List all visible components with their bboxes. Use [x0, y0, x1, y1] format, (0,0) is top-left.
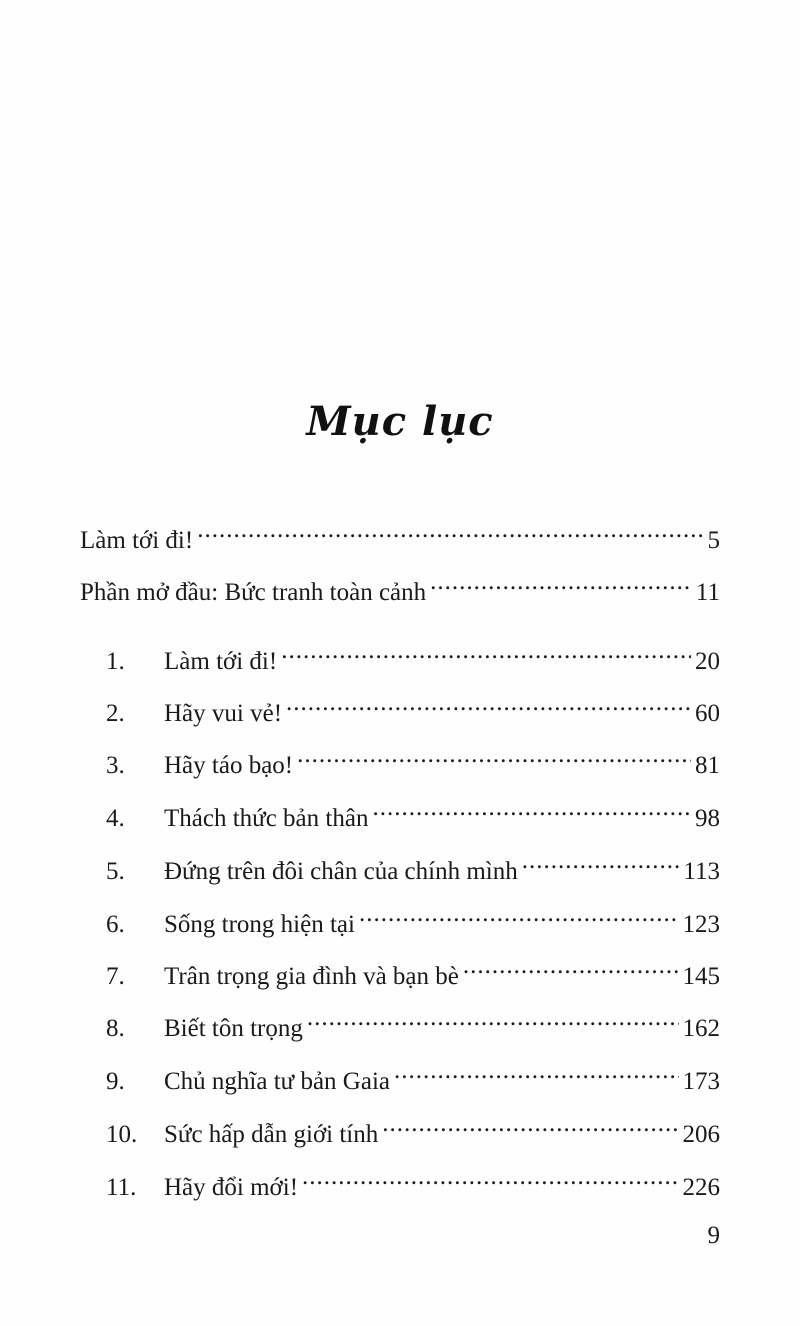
chapter-number: 8.: [106, 1015, 125, 1042]
toc-entry-front-2: [80, 564, 720, 606]
leader-dots: [307, 1000, 679, 1036]
chapter-number: 1.: [106, 648, 125, 675]
toc-entry-chapter-3: [80, 737, 720, 779]
leader-dots: [281, 633, 691, 669]
chapter-number: 11.: [106, 1174, 137, 1201]
toc-entry-chapter-4: [80, 790, 720, 832]
toc-entry-chapter-2: [80, 685, 720, 727]
leader-dots: [286, 685, 691, 721]
toc-entry-chapter-6: [80, 896, 720, 938]
toc-entry-label: Phần mở đầu: Bức tranh toàn cảnh: [80, 579, 427, 606]
toc-entry-label: Thách thức bản thân: [164, 805, 369, 832]
chapter-number: 4.: [106, 805, 125, 832]
toc-entry-front-1: [80, 512, 720, 554]
toc-entry-label: Làm tới đi!: [80, 527, 194, 554]
leader-dots: [197, 512, 703, 548]
chapter-number: 7.: [106, 963, 125, 990]
toc-entry-chapter-8: [80, 1000, 720, 1042]
chapter-number: 5.: [106, 858, 125, 885]
toc-entry-chapter-10: [80, 1106, 720, 1148]
toc-entry-page: 173: [682, 1068, 720, 1095]
toc-entry-page: 20: [695, 648, 720, 675]
toc-entry-page: 145: [682, 963, 720, 990]
leader-dots: [430, 564, 692, 600]
toc-entry-page: 206: [682, 1121, 720, 1148]
toc-entry-label: Hãy đổi mới!: [164, 1174, 299, 1201]
page-number: 9: [707, 1222, 720, 1249]
chapter-number: 2.: [106, 700, 125, 727]
leader-dots: [463, 948, 679, 984]
toc-entry-label: Sức hấp dẫn giới tính: [164, 1121, 379, 1148]
leader-dots: [382, 1106, 678, 1142]
toc-entry-chapter-11: [80, 1159, 720, 1201]
toc-entry-page: 11: [695, 579, 720, 606]
toc-entry-page: 123: [682, 911, 720, 938]
toc-entry-chapter-1: [80, 633, 720, 675]
toc-entry-label: Trân trọng gia đình và bạn bè: [164, 963, 459, 990]
leader-dots: [297, 737, 691, 773]
page-title: Mục lục: [306, 398, 494, 445]
leader-dots: [522, 843, 680, 879]
toc-entry-chapter-7: [80, 948, 720, 990]
toc-entry-page: 81: [695, 752, 720, 779]
leader-dots: [372, 790, 691, 826]
toc-entry-label: Sống trong hiện tại: [164, 911, 355, 938]
toc-entry-label: Hãy táo bạo!: [164, 752, 294, 779]
chapter-number: 6.: [106, 911, 125, 938]
toc-entry-label: Làm tới đi!: [164, 648, 278, 675]
chapter-number: 9.: [106, 1068, 125, 1095]
leader-dots: [394, 1053, 678, 1089]
toc-entry-label: Hãy vui vẻ!: [164, 700, 283, 727]
toc-entry-label: Biết tôn trọng: [164, 1015, 303, 1042]
chapter-number: 10.: [106, 1121, 138, 1148]
toc-entry-chapter-9: [80, 1053, 720, 1095]
toc-entry-page: 113: [683, 858, 720, 885]
toc-entry-page: 162: [682, 1015, 720, 1042]
leader-dots: [359, 896, 679, 932]
toc-entry-label: Đứng trên đôi chân của chính mình: [164, 858, 518, 885]
toc-entry-chapter-5: [80, 843, 720, 885]
chapter-number: 3.: [106, 752, 125, 779]
toc-entry-page: 226: [682, 1174, 720, 1201]
toc-entry-page: 98: [695, 805, 720, 832]
toc-entry-page: 60: [695, 700, 720, 727]
toc-entry-page: 5: [707, 527, 720, 554]
toc-entry-label: Chủ nghĩa tư bản Gaia: [164, 1068, 391, 1095]
leader-dots: [302, 1159, 678, 1195]
